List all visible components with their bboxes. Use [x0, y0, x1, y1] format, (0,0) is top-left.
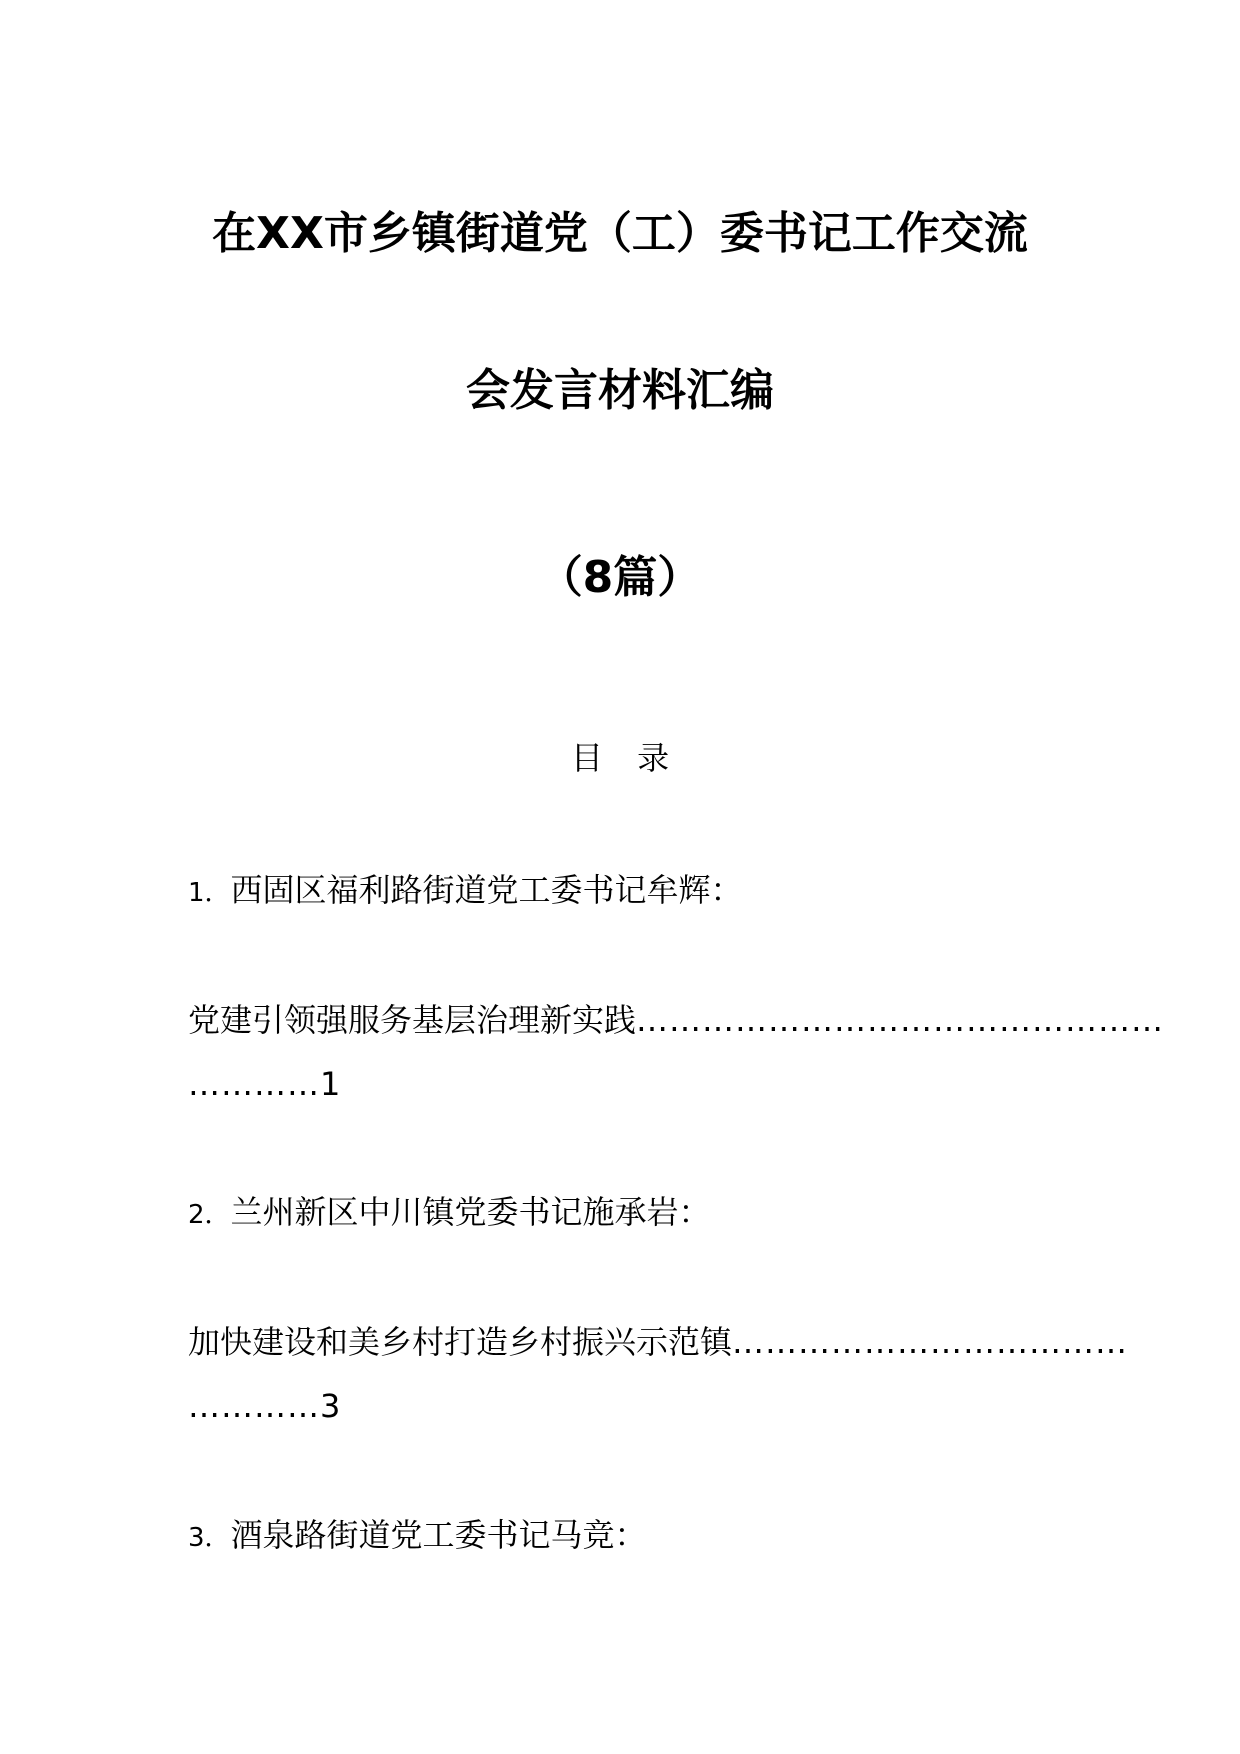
toc-entry-number: 3．: [188, 1523, 231, 1553]
document-title-count: （8篇）: [538, 552, 702, 603]
toc-entry-2-topic[interactable]: [188, 1318, 1129, 1366]
toc-entry-number: 2．: [188, 1200, 231, 1230]
toc-entry-page-number: 1: [320, 1065, 341, 1103]
toc-entry-1-page-line: [188, 1060, 1058, 1108]
toc-entry-page-number: 3: [320, 1387, 341, 1425]
toc-dot-leader: …………………………………………: [636, 1001, 1165, 1039]
toc-dot-leader: …………: [188, 1065, 320, 1103]
document-title-line-2: 会发言材料汇编: [466, 365, 774, 416]
toc-entry-2-speaker: [188, 1188, 1058, 1239]
toc-entry-speaker: 兰州新区中川镇党委书记施承岩：: [230, 1193, 711, 1231]
toc-entry-1-speaker: [188, 866, 1058, 917]
toc-entry-speaker: 西固区福利路街道党工委书记牟辉：: [230, 871, 743, 909]
toc-dot-leader: ………………………………: [732, 1323, 1129, 1361]
toc-entry-2-page-line: [188, 1382, 1058, 1430]
toc-entry-speaker: 酒泉路街道党工委书记马竞：: [230, 1516, 647, 1554]
toc-entry-1-topic[interactable]: [188, 996, 1165, 1044]
toc-entry-topic: 加快建设和美乡村打造乡村振兴示范镇: [188, 1323, 733, 1361]
toc-entry-3-speaker: [188, 1511, 1058, 1562]
toc-entry-topic: 党建引领强服务基层治理新实践: [188, 1001, 637, 1039]
toc-dot-leader: …………: [188, 1387, 320, 1425]
document-title-line-1: 在XX市乡镇街道党（工）委书记工作交流: [212, 208, 1028, 259]
toc-entry-number: 1．: [188, 878, 231, 908]
toc-heading: 目 录: [570, 739, 682, 777]
